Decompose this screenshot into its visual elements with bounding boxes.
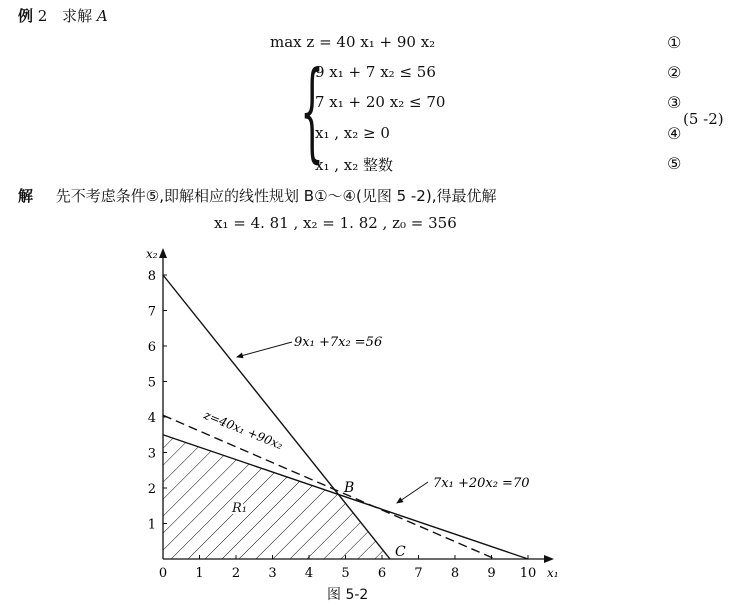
constraint-brace: { xyxy=(300,49,325,174)
y-tick-label: 2 xyxy=(147,482,156,497)
objective-function: max z = 40 x₁ + 90 x₂ xyxy=(270,33,436,51)
x-tick-label: 5 xyxy=(341,566,350,581)
y-tick-label: 1 xyxy=(147,517,156,533)
point-c-label: C xyxy=(395,544,406,560)
constraint-2: 7 x₁ + 20 x₂ ≤ 70 xyxy=(315,93,446,111)
example-number: 2 xyxy=(37,7,48,25)
x-tick-label: 8 xyxy=(450,566,460,581)
y-tick-label: 4 xyxy=(147,411,156,426)
x-tick-label: 3 xyxy=(268,566,277,581)
x-tick-label: 9 xyxy=(487,566,496,581)
y-tick-label: 5 xyxy=(147,375,156,391)
example-var: A xyxy=(96,7,108,25)
solution-label: 解 xyxy=(18,187,34,205)
x-tick-label: 1 xyxy=(195,566,204,581)
y-axis-label: x₂ xyxy=(146,247,158,261)
constraint-1: 9 x₁ + 7 x₂ ≤ 56 xyxy=(315,63,436,81)
line1-leader xyxy=(237,342,292,357)
x-tick-label: 0 xyxy=(158,566,168,581)
constraint-1-marker: ② xyxy=(667,63,682,82)
constraint-2-marker: ③ xyxy=(667,93,682,112)
constraint-3: x₁ , x₂ ≥ 0 xyxy=(315,124,390,142)
x-tick-label: 7 xyxy=(414,566,423,581)
example-text: 求解 xyxy=(62,7,93,25)
feasible-region xyxy=(163,435,390,559)
point-b-label: B xyxy=(344,480,355,496)
constraint-3-marker: ④ xyxy=(667,124,682,143)
figure-caption: 图 5-2 xyxy=(327,587,369,603)
y-tick-label: 8 xyxy=(147,269,156,284)
constraint-4-marker: ⑤ xyxy=(667,154,682,173)
solution-text: 先不考虑条件⑤,即解相应的线性规划 B①～④(见图 5 -2),得最优解 xyxy=(55,187,497,205)
equation-ref: (5 -2) xyxy=(683,110,724,128)
x-axis-arrow xyxy=(544,555,554,563)
objective-label: z=40x₁ +90x₂ xyxy=(201,407,285,453)
line2-leader xyxy=(397,482,428,503)
constraint-4: x₁ , x₂ 整数 xyxy=(315,156,394,174)
y-tick-label: 6 xyxy=(147,340,156,355)
x-axis-label: x₁ xyxy=(547,566,559,580)
x-tick-label: 10 xyxy=(519,566,537,581)
x-tick-label: 6 xyxy=(377,566,387,581)
solution-values: x₁ = 4. 81 , x₂ = 1. 82 , z₀ = 356 xyxy=(214,214,457,232)
x-tick-label: 2 xyxy=(231,566,241,581)
y-tick-label: 7 xyxy=(147,304,156,320)
y-tick-label: 3 xyxy=(147,446,156,462)
region-label: R₁ xyxy=(232,501,247,516)
y-axis-arrow xyxy=(159,248,167,258)
objective-marker: ① xyxy=(667,33,682,52)
x-tick-label: 4 xyxy=(304,566,314,581)
line1-label: 9x₁ +7x₂ =56 xyxy=(294,335,383,350)
example-label: 例 xyxy=(18,7,34,25)
line2-label: 7x₁ +20x₂ =70 xyxy=(433,476,530,491)
